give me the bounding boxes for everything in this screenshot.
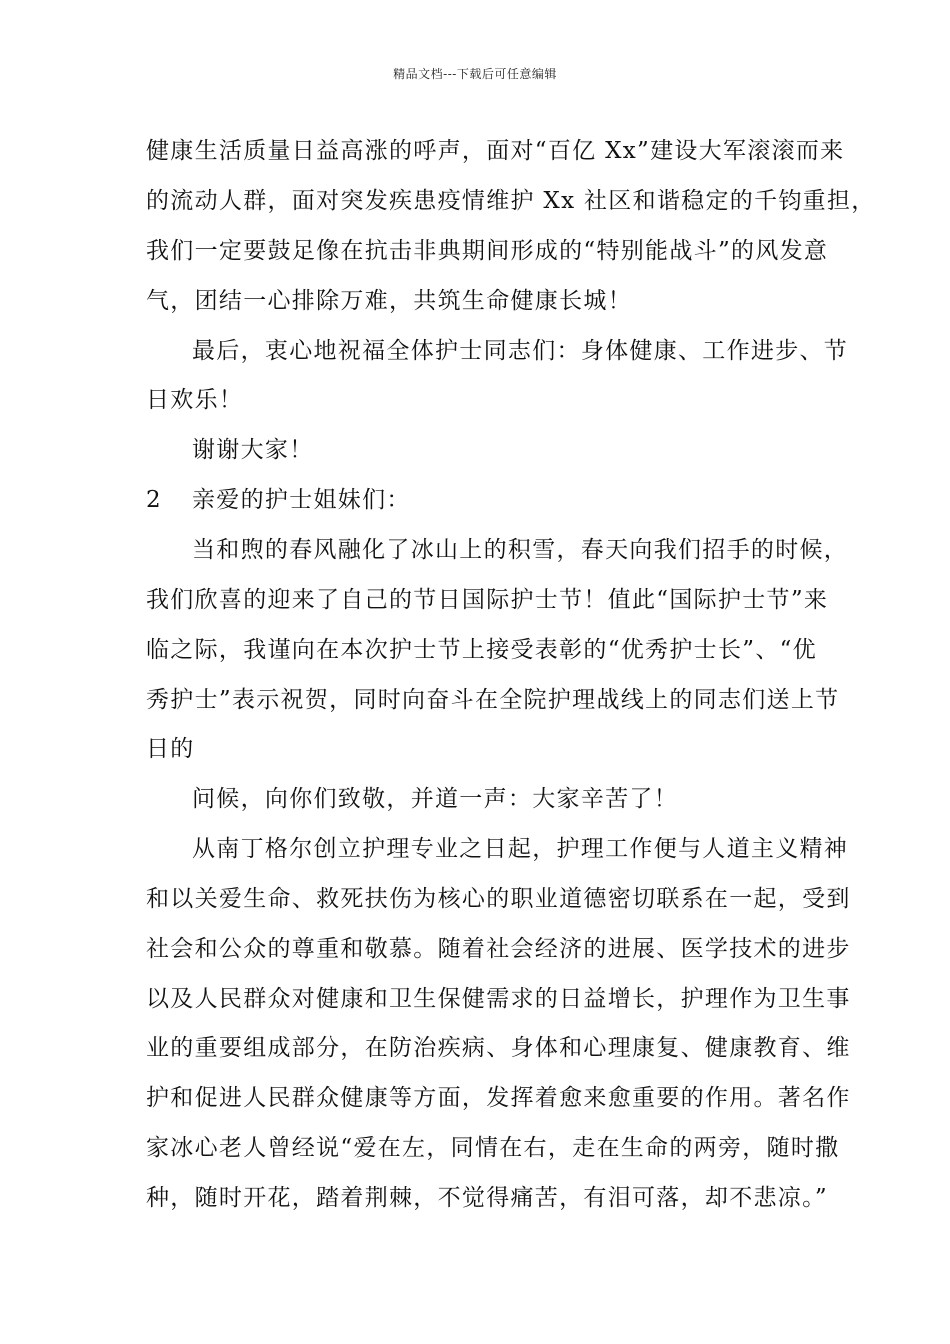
section-number: 2 <box>146 487 162 513</box>
text-line: 的流动人群，面对突发疾患疫情维护 Xx 社区和谐稳定的千钧重担， <box>146 188 876 214</box>
text-line: 护和促进人民群众健康等方面，发挥着愈来愈重要的作用。著名作 <box>146 1085 851 1111</box>
text-line: 以及人民群众对健康和卫生保健需求的日益增长，护理作为卫生事 <box>146 986 851 1012</box>
text-line: 我们欣喜的迎来了自己的节日国际护士节！值此“国际护士节”来 <box>146 587 829 613</box>
text-line: 最后，衷心地祝福全体护士同志们：身体健康、工作进步、节 <box>192 338 849 364</box>
text-line: 当和煦的春风融化了冰山上的积雪，春天向我们招手的时候， <box>192 537 849 563</box>
text-line: 从南丁格尔创立护理专业之日起，护理工作便与人道主义精神 <box>192 836 849 862</box>
text-line: 种，随时开花，踏着荆棘，不觉得痛苦，有泪可落，却不悲凉。” <box>146 1185 828 1211</box>
text-line: 问候，向你们致敬，并道一声：大家辛苦了！ <box>192 786 678 812</box>
text-line: 健康生活质量日益高涨的呼声，面对“百亿 Xx”建设大军滚滚而来 <box>146 138 845 164</box>
text-line: 我们一定要鼓足像在抗击非典期间形成的“特别能战斗”的风发意 <box>146 238 829 264</box>
text-line: 秀护士”表示祝贺，同时向奋斗在全院护理战线上的同志们送上节 <box>146 687 840 713</box>
text-line: 气，团结一心排除万难，共筑生命健康长城！ <box>146 288 632 314</box>
salutation: 亲爱的护士姐妹们： <box>192 487 411 513</box>
text-line: 谢谢大家！ <box>192 437 314 463</box>
text-line: 日欢乐！ <box>146 387 244 413</box>
section-heading <box>146 485 411 515</box>
text-line: 社会和公众的尊重和敬慕。随着社会经济的进展、医学技术的进步 <box>146 936 851 962</box>
text-line: 日的 <box>146 736 195 762</box>
text-line: 和以关爱生命、救死扶伤为核心的职业道德密切联系在一起，受到 <box>146 886 851 912</box>
text-line: 业的重要组成部分，在防治疾病、身体和心理康复、健康教育、维 <box>146 1035 851 1061</box>
text-line: 家冰心老人曾经说“爱在左，同情在右，走在生命的两旁，随时撒 <box>146 1135 840 1161</box>
text-line: 临之际，我谨向在本次护士节上接受表彰的“优秀护士长”、“优 <box>146 637 817 663</box>
page-header: 精品文档---下载后可任意编辑 <box>393 67 557 81</box>
